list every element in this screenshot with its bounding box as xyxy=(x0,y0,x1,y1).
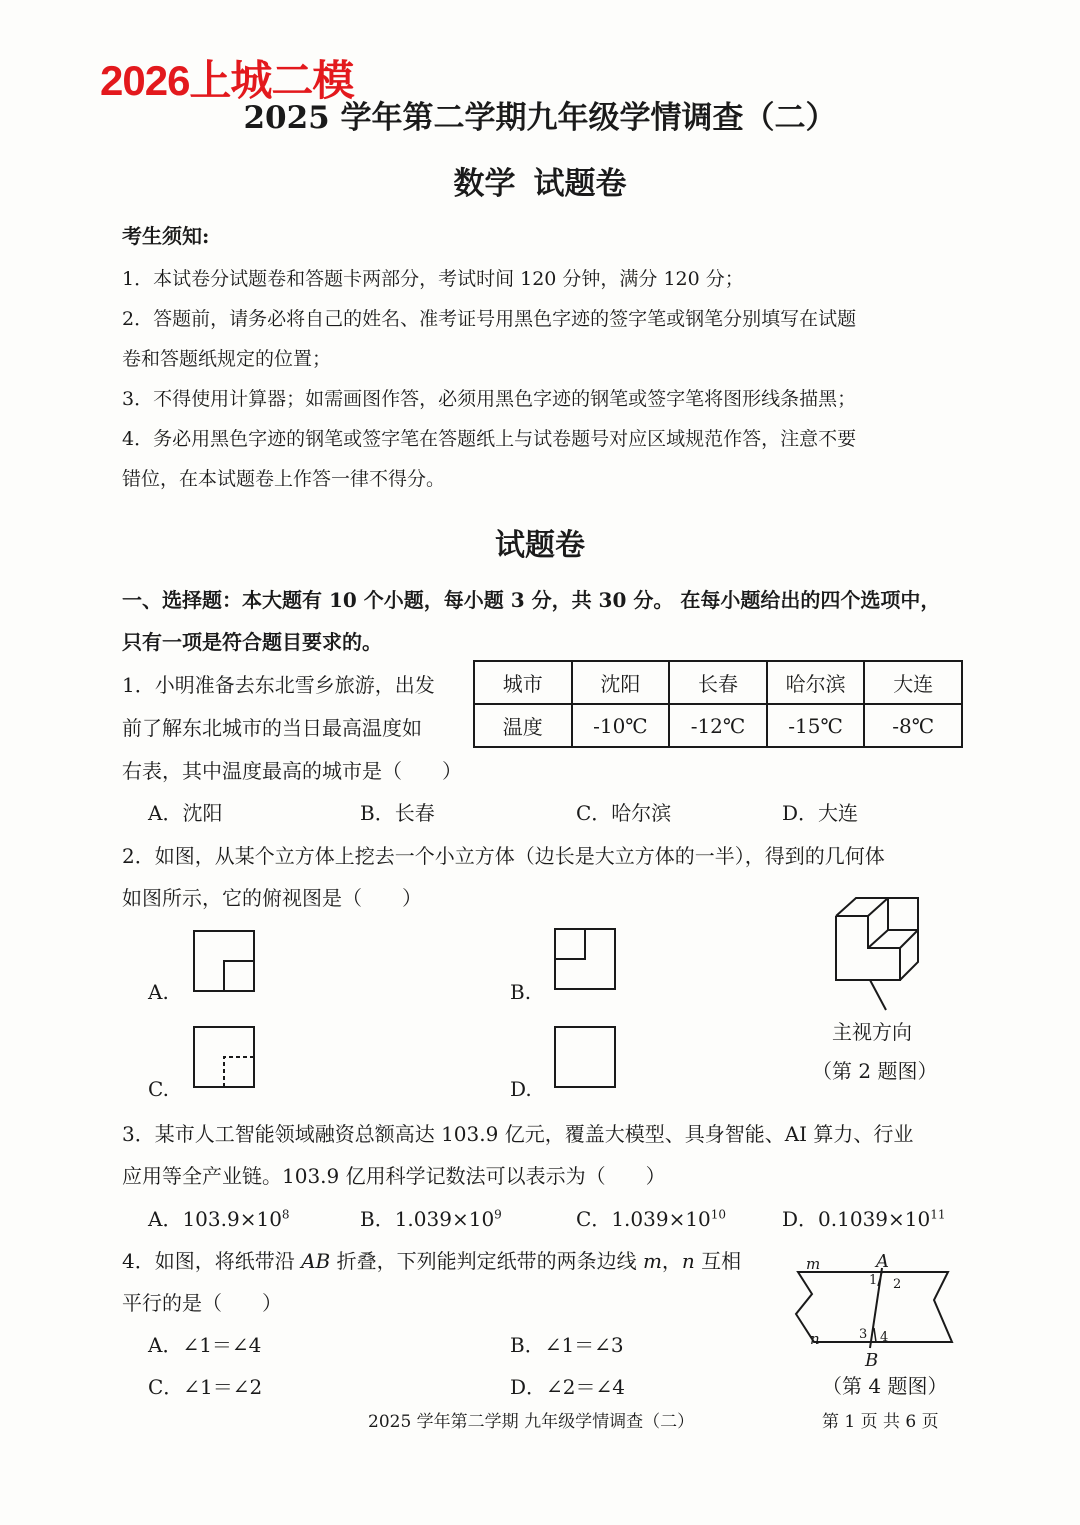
table-cell: 温度 xyxy=(474,704,572,747)
q4-option-a: A．∠1＝∠4 xyxy=(148,1333,262,1357)
section1-line: 一、选择题：本大题有 10 个小题，每小题 3 分，共 30 分。 在每小题给出的四个选项中， xyxy=(122,588,941,612)
option-value: 0.1039×10 xyxy=(818,1207,931,1231)
paper-label: 试题卷 xyxy=(533,166,627,202)
q2-option-c-label: C. xyxy=(148,1077,169,1101)
q4-figure-caption: （第 4 题图） xyxy=(822,1374,948,1398)
notice-line: 4．务必用黑色字迹的钢笔或签字笔在答题纸上与试卷题号对应区域规范作答，注意不要 xyxy=(122,428,857,450)
q4-option-c: C．∠1＝∠2 xyxy=(148,1375,263,1399)
q2-option-b-figure xyxy=(554,928,618,992)
option-label: C． xyxy=(576,1207,612,1231)
q4-text: 折叠，下列能判定纸带的两条边线 xyxy=(330,1249,643,1273)
q2-figure-caption: （第 2 题图） xyxy=(812,1059,938,1083)
q4-line xyxy=(122,1245,741,1274)
q1-option-a: A．沈阳 xyxy=(148,801,223,825)
section1-line: 只有一项是符合题目要求的。 xyxy=(122,630,382,654)
q3-option-d xyxy=(782,1203,946,1232)
q4-var-n: n xyxy=(681,1249,695,1273)
option-label: A． xyxy=(148,1207,183,1231)
table-cell: 长春 xyxy=(669,661,767,704)
q3-option-b xyxy=(360,1203,502,1232)
table-cell: 沈阳 xyxy=(572,661,670,704)
q1-option-c: C．哈尔滨 xyxy=(576,801,672,825)
option-exponent: 8 xyxy=(281,1207,290,1222)
q3-line: 3．某市人工智能领域融资总额高达 103.9 亿元，覆盖大模型、具身智能、AI 算力、行业 xyxy=(122,1122,914,1146)
notice-line: 3．不得使用计算器；如需画图作答，必须用黑色字迹的钢笔或签字笔将图形线条描黑； xyxy=(122,388,857,410)
table-cell: 哈尔滨 xyxy=(767,661,865,704)
q1-line: 右表，其中温度最高的城市是（ ） xyxy=(122,759,462,783)
q2-option-a-label: A. xyxy=(148,980,169,1004)
notice-line: 2．答题前，请务必将自己的姓名、准考证号用黑色字迹的签字笔或钢笔分别填写在试题 xyxy=(122,308,857,330)
q4-var-m: m xyxy=(642,1249,662,1273)
q2-option-d-figure xyxy=(554,1026,618,1090)
cube-solid-figure xyxy=(830,896,920,1016)
option-value: 1.039×10 xyxy=(611,1207,711,1231)
page-number: 第 1 页 共 6 页 xyxy=(822,1412,939,1432)
table-cell: 城市 xyxy=(474,661,572,704)
footer-title: 2025 学年第二学期 九年级学情调查（二） xyxy=(368,1412,695,1432)
q1-line: 1．小明准备去东北雪乡旅游，出发 xyxy=(122,673,435,697)
temperature-table xyxy=(473,660,963,748)
q2-option-c-figure xyxy=(193,1026,257,1090)
q1-line: 前了解东北城市的当日最高温度如 xyxy=(122,716,422,740)
exam-stamp: 2026上城二模 xyxy=(100,57,354,104)
option-label: B． xyxy=(360,1207,395,1231)
option-value: 103.9×10 xyxy=(182,1207,282,1231)
q2-option-b-label: B. xyxy=(510,980,532,1004)
point-b-label: B xyxy=(865,1350,879,1371)
line-n-label: n xyxy=(810,1330,820,1348)
q4-var-ab: AB xyxy=(301,1249,331,1273)
q3-option-a xyxy=(148,1203,290,1232)
angle-4-label: 4 xyxy=(880,1330,889,1345)
notice-heading: 考生须知: xyxy=(122,224,210,248)
q1-option-d: D．大连 xyxy=(782,801,859,825)
angle-2-label: 2 xyxy=(893,1277,902,1292)
q4-text: 4．如图，将纸带沿 xyxy=(122,1249,302,1273)
option-value: 1.039×10 xyxy=(394,1207,495,1231)
subject-label: 数学 xyxy=(453,166,516,202)
q2-line: 2．如图，从某个立方体上挖去一个小立方体（边长是大立方体的一半），得到的几何体 xyxy=(122,844,885,868)
table-cell: -15℃ xyxy=(767,704,865,747)
q2-line: 如图所示，它的俯视图是（ ） xyxy=(122,886,422,910)
angle-3-label: 3 xyxy=(859,1327,868,1342)
point-a-label: A xyxy=(876,1251,889,1272)
angle-1-label: 1 xyxy=(869,1273,878,1288)
option-label: D． xyxy=(782,1207,819,1231)
q2-option-d-label: D. xyxy=(510,1077,532,1101)
option-exponent: 9 xyxy=(494,1207,502,1222)
q4-line: 平行的是（ ） xyxy=(122,1291,282,1315)
q4-text: ， xyxy=(661,1249,682,1273)
exam-title: 2025 学年第二学期九年级学情调查（二） xyxy=(243,100,837,136)
table-cell: -12℃ xyxy=(669,704,767,747)
q4-option-b: B．∠1＝∠3 xyxy=(510,1333,624,1357)
q1-option-b: B．长春 xyxy=(360,801,435,825)
exam-subtitle xyxy=(0,158,1080,203)
view-direction-label: 主视方向 xyxy=(832,1020,912,1044)
table-cell: -10℃ xyxy=(572,704,670,747)
q4-text: 互相 xyxy=(694,1249,742,1273)
q3-line: 应用等全产业链。103.9 亿用科学记数法可以表示为（ ） xyxy=(122,1164,666,1188)
q3-option-c xyxy=(576,1203,726,1232)
table-row xyxy=(474,704,962,747)
notice-line: 卷和答题纸规定的位置； xyxy=(122,348,332,370)
line-m-label: m xyxy=(806,1255,821,1273)
section-title: 试题卷 xyxy=(495,528,585,563)
q4-option-d: D．∠2＝∠4 xyxy=(510,1375,625,1399)
table-cell: 大连 xyxy=(864,661,962,704)
notice-line: 错位，在本试题卷上作答一律不得分。 xyxy=(122,468,446,490)
notice-line: 1．本试卷分试题卷和答题卡两部分，考试时间 120 分钟，满分 120 分； xyxy=(122,268,744,290)
option-exponent: 10 xyxy=(710,1207,727,1222)
option-exponent: 11 xyxy=(930,1207,946,1222)
table-cell: -8℃ xyxy=(864,704,962,747)
table-row xyxy=(474,661,962,704)
q2-option-a-figure xyxy=(193,930,257,994)
